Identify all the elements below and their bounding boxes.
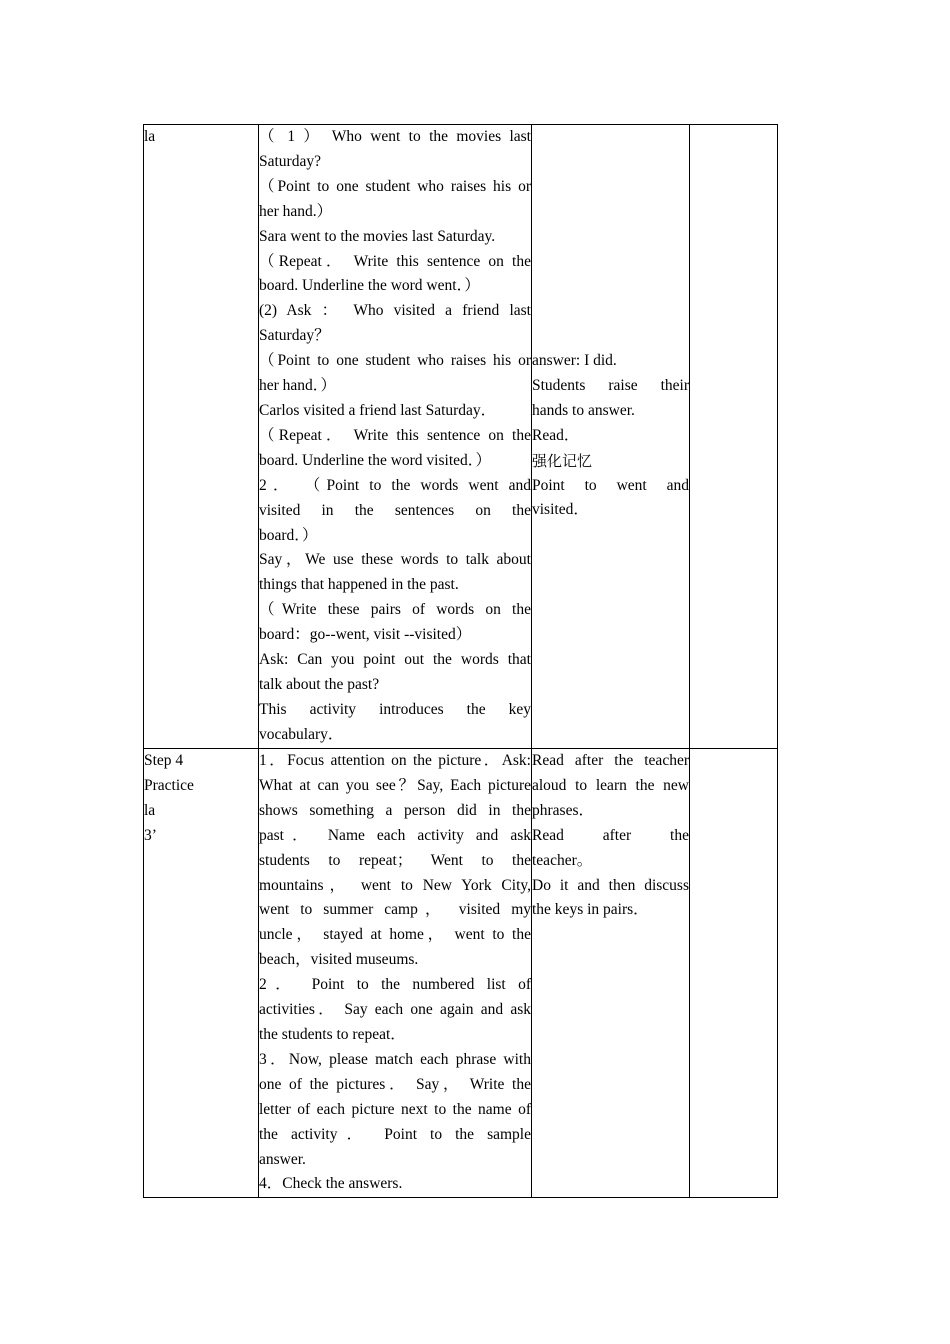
teacher-activity-cell	[259, 749, 532, 1198]
teacher-line: board. Underline the word went．）	[259, 277, 480, 295]
teacher-line: uncle， stayed at home， went to the	[259, 926, 531, 944]
stage-line: 3’	[144, 826, 157, 844]
teacher-line: 2． Point to the numbered list of	[259, 976, 531, 994]
table-row	[144, 749, 778, 1198]
stage-line: Step 4	[144, 752, 184, 769]
student-activity-cell	[532, 749, 690, 1198]
student-line: Students raise their	[532, 376, 689, 394]
student-line: answer: I did.	[532, 352, 617, 370]
teacher-line: board：go--went, visit --visited）	[259, 626, 472, 644]
teacher-line: her hand.）	[259, 202, 333, 220]
teacher-line: 1．Focus attention on the picture．Ask:	[259, 752, 531, 769]
student-line: the keys in pairs．	[532, 901, 649, 919]
teacher-line: beach，visited museums.	[259, 951, 419, 969]
teacher-line: What at can you see？Say, Each picture	[259, 776, 531, 794]
student-line: phrases．	[532, 801, 594, 819]
teacher-line: the students to repeat．	[259, 1025, 406, 1043]
teacher-line: talk about the past?	[259, 675, 380, 693]
teacher-line: （ 1 ） Who went to the movies last	[259, 128, 531, 145]
teacher-line: 3．Now, please match each phrase with	[259, 1050, 531, 1068]
lesson-plan-table	[143, 124, 778, 1198]
teacher-line: (2) Ask ： Who visited a friend last	[259, 302, 531, 320]
teacher-line: students to repeat； Went to the	[259, 851, 531, 869]
student-activity-cell	[532, 125, 690, 749]
teacher-line: Saturday?	[259, 152, 321, 170]
student-line: 强化记忆	[532, 451, 593, 470]
student-line: visited．	[532, 501, 589, 519]
teacher-line: Carlos visited a friend last Saturday．	[259, 401, 497, 419]
teacher-line: Ask: Can you point out the words that	[259, 651, 531, 669]
teacher-line: （Point to one student who raises his or	[259, 352, 531, 370]
teacher-line: activities． Say each one again and ask	[259, 1001, 531, 1019]
teacher-line: past． Name each activity and ask	[259, 826, 531, 844]
notes-cell	[690, 749, 778, 1198]
teacher-line: her hand．）	[259, 377, 337, 395]
table-row	[144, 125, 778, 749]
student-line: Read after the	[532, 826, 689, 844]
teacher-line: （Write these pairs of words on the	[259, 601, 531, 619]
student-line: teacher。	[532, 851, 593, 869]
student-line: aloud to learn the new	[532, 776, 689, 794]
student-line: hands to answer.	[532, 401, 635, 419]
teacher-line: visited in the sentences on the	[259, 501, 531, 519]
teacher-line: letter of each picture next to the name of	[259, 1100, 531, 1118]
teacher-line: 2． （Point to the words went and	[259, 476, 531, 494]
student-line: Read after the teacher	[532, 752, 689, 769]
teacher-line: one of the pictures． Say， Write the	[259, 1075, 531, 1093]
teacher-line: Say，We use these words to talk about	[259, 551, 531, 569]
stage-line: Practice	[144, 776, 194, 794]
teacher-line: vocabulary．	[259, 725, 344, 743]
teacher-line: answer.	[259, 1150, 306, 1168]
teacher-line: went to summer camp， visited my	[259, 901, 531, 919]
teacher-activity-cell	[259, 125, 532, 749]
teacher-line: mountains， went to New York City,	[259, 876, 531, 894]
teacher-line: This activity introduces the key	[259, 700, 531, 718]
teacher-line: （Point to one student who raises his or	[259, 177, 531, 195]
teacher-line: （Repeat． Write this sentence on the	[259, 426, 531, 444]
teacher-line: Sara went to the movies last Saturday.	[259, 227, 496, 245]
teacher-line: board．）	[259, 526, 318, 544]
stage-line: la	[144, 801, 156, 819]
teacher-line: （Repeat． Write this sentence on the	[259, 252, 531, 270]
student-line: Point to went and	[532, 476, 689, 494]
stage-cell	[144, 125, 259, 749]
teacher-line: the activity． Point to the sample	[259, 1125, 531, 1143]
student-line: Do it and then discuss	[532, 876, 689, 894]
stage-cell	[144, 749, 259, 1198]
teacher-line: board. Underline the word visited．）	[259, 451, 492, 469]
notes-cell	[690, 125, 778, 749]
stage-line: la	[144, 128, 156, 145]
teacher-line: shows something a person did in the	[259, 801, 531, 819]
student-line: Read．	[532, 426, 580, 444]
teacher-line: things that happened in the past.	[259, 576, 459, 594]
teacher-line: Saturday？	[259, 327, 330, 345]
teacher-line: 4．Check the answers.	[259, 1175, 403, 1193]
